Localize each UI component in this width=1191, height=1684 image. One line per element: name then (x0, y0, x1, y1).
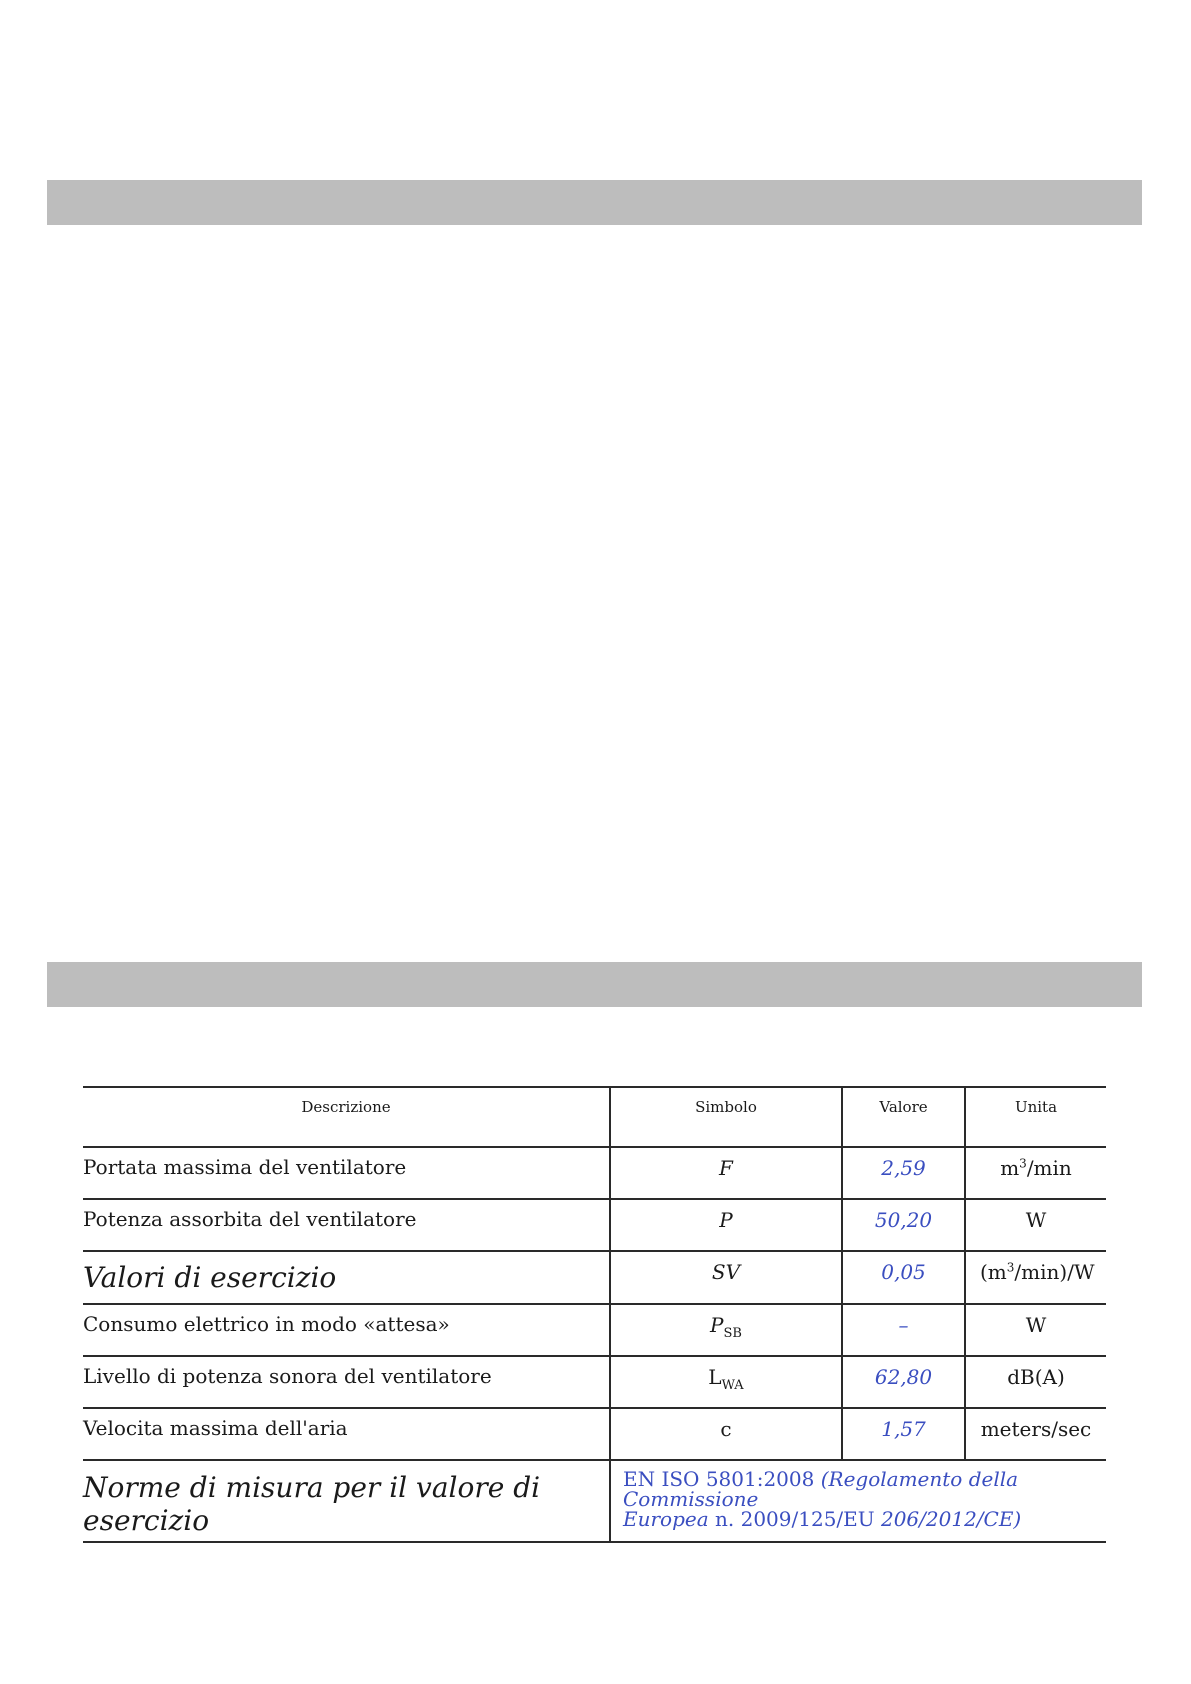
row-unit: W (965, 1304, 1106, 1356)
table-row-norms (83, 1460, 1106, 1542)
table-row (83, 1251, 1106, 1304)
row-unit: meters/sec (965, 1408, 1106, 1460)
row-unit: W (965, 1199, 1106, 1251)
row-symbol: $L_{WA}$ (610, 1356, 842, 1408)
row-description: Portata massima del ventilatore (83, 1147, 610, 1199)
row-description: Consumo elettrico in modo «attesa» (83, 1304, 610, 1356)
row-symbol: SV (610, 1251, 842, 1304)
row-value: 0,05 (842, 1251, 965, 1304)
row-value: 62,80 (842, 1356, 965, 1408)
row-symbol: F (610, 1147, 842, 1199)
row-unit: $m^3/\min$ (965, 1147, 1106, 1199)
section-header-bar-bottom (47, 962, 1142, 1007)
row-value: – (842, 1304, 965, 1356)
norm-title: Norme di misura per il valore di esercizio (83, 1460, 610, 1542)
table-row (83, 1408, 1106, 1460)
header-symbol: Simbolo (610, 1087, 842, 1147)
table-row (83, 1356, 1106, 1408)
row-description: Valori di esercizio (83, 1251, 610, 1304)
row-symbol: $P_{SB}$ (610, 1304, 842, 1356)
table-row (83, 1199, 1106, 1251)
section-header-bar-top (47, 180, 1142, 225)
table-row (83, 1304, 1106, 1356)
row-value: 50,20 (842, 1199, 965, 1251)
row-description: Livello di potenza sonora del ventilatore (83, 1356, 610, 1408)
row-value: 2,59 (842, 1147, 965, 1199)
row-value: 1,57 (842, 1408, 965, 1460)
row-symbol: c (610, 1408, 842, 1460)
row-unit: $(m^3/\min)/W$ (965, 1251, 1106, 1304)
row-description: Velocita massima dell'aria (83, 1408, 610, 1460)
table-row (83, 1147, 1106, 1199)
fan-spec-table (83, 1086, 1106, 1543)
table-header-row (83, 1087, 1106, 1147)
norm-reference: EN ISO 5801:2008 (Regolamento della Commissione Europea n. 2009/125/EU 206/2012/CE) (610, 1460, 1106, 1542)
header-unit: Unita (965, 1087, 1106, 1147)
row-description: Potenza assorbita del ventilatore (83, 1199, 610, 1251)
row-symbol: P (610, 1199, 842, 1251)
header-value: Valore (842, 1087, 965, 1147)
header-description: Descrizione (83, 1087, 610, 1147)
row-unit: dB(A) (965, 1356, 1106, 1408)
